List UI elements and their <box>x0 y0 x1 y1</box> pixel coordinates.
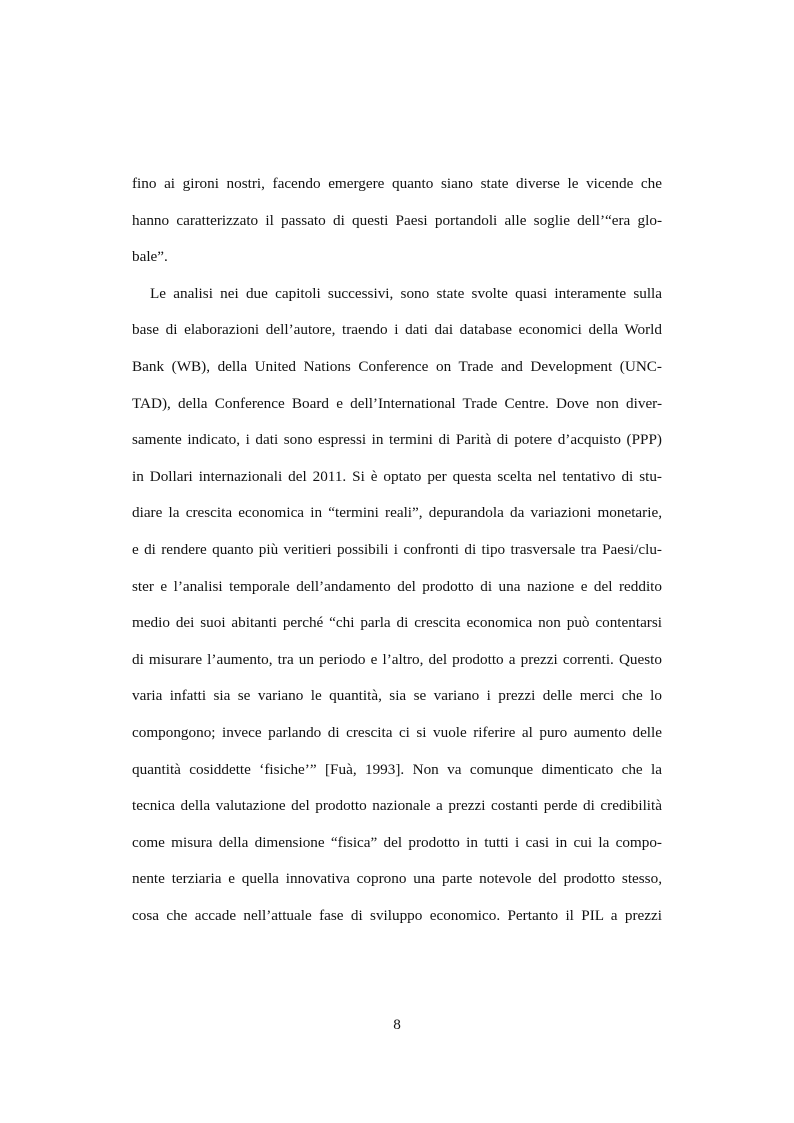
text-line: ster e l’analisi temporale dell’andamento del prodotto di una nazione e del reddito <box>132 577 662 595</box>
text-line: diare la crescita economica in “termini reali”, depurandola da variazioni monetarie, <box>132 504 662 522</box>
text-line: Le analisi nei due capitoli successivi, sono state svolte quasi interamente sulla <box>150 284 662 302</box>
text-line: quantità cosiddette ‘fisiche’” [Fuà, 1993]. Non va comunque dimenticato che la <box>132 760 662 778</box>
text-line: fino ai gironi nostri, facendo emergere quanto siano state diverse le vicende che <box>132 175 662 192</box>
text-line: tecnica della valutazione del prodotto nazionale a prezzi costanti perde di credibilità <box>132 797 662 815</box>
text-line: varia infatti sia se variano le quantità, sia se variano i prezzi delle merci che lo <box>132 687 662 705</box>
text-line: in Dollari internazionali del 2011. Si è optato per questa scelta nel tentativo di stu- <box>132 467 662 485</box>
text-line: medio dei suoi abitanti perché “chi parla di crescita economica non può contentarsi <box>132 614 662 632</box>
body-text <box>132 166 662 934</box>
text-line: base di elaborazioni dell’autore, traendo i dati dai database economici della World <box>132 321 662 339</box>
text-line: come misura della dimensione “fisica” del prodotto in tutti i casi in cui la compo- <box>132 833 662 851</box>
page-number: 8 <box>393 1016 401 1033</box>
text-line: di misurare l’aumento, tra un periodo e l’altro, del prodotto a prezzi correnti. Questo <box>132 650 662 668</box>
text-line: TAD), della Conference Board e dell’International Trade Centre. Dove non diver- <box>132 394 662 412</box>
text-line: samente indicato, i dati sono espressi in termini di Parità di potere d’acquisto (PPP) <box>132 431 662 449</box>
text-line: cosa che accade nell’attuale fase di sviluppo economico. Pertanto il PIL a prezzi <box>132 906 662 924</box>
text-line: compongono; invece parlando di crescita ci si vuole riferire al puro aumento delle <box>132 723 662 741</box>
text-line: nente terziaria e quella innovativa coprono una parte notevole del prodotto stesso, <box>132 870 662 888</box>
text-line: Bank (WB), della United Nations Conference on Trade and Development (UNC- <box>132 357 662 375</box>
text-line: bale”. <box>132 248 168 266</box>
text-line: hanno caratterizzato il passato di questi Paesi portandoli alle soglie dell’“era glo- <box>132 211 662 229</box>
text-line: e di rendere quanto più veritieri possibili i confronti di tipo trasversale tra Paesi/clu- <box>132 540 662 558</box>
